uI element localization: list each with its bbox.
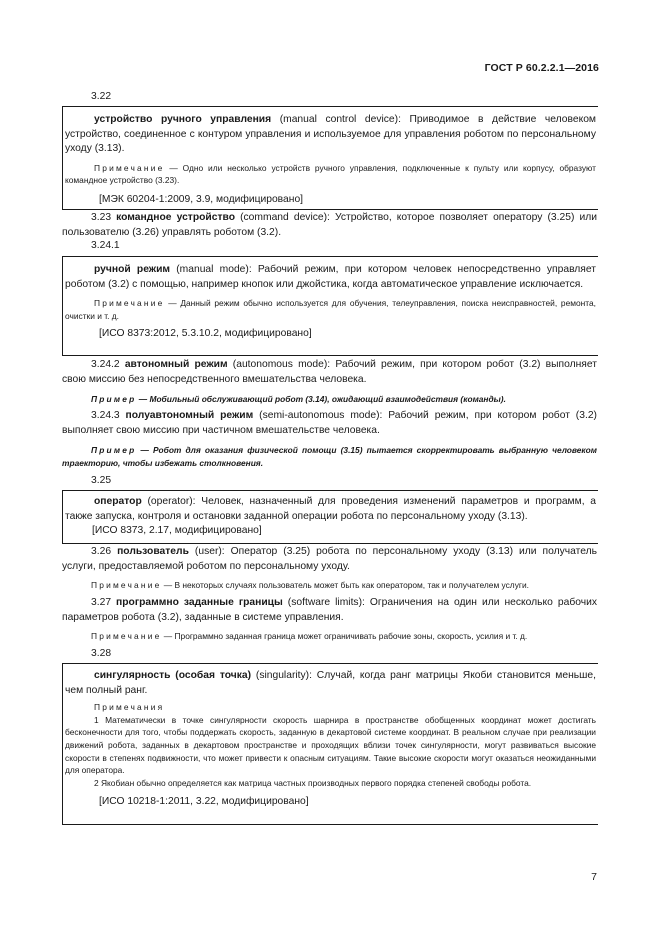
- notes-label-3-28: Примечания: [94, 702, 165, 713]
- term: сингулярность (особая точка): [94, 670, 252, 681]
- note-label: Примечание: [94, 162, 165, 173]
- term: устройство ручного управления: [94, 114, 272, 125]
- definition-text: (autonomous mode): Рабочий режим, при котором робот (3.2) выполняет свою миссию без непосредственного вмешательства человека.: [62, 359, 597, 385]
- note-text: — В некоторых случаях пользователь может быть как оператором, так и получателем услуги.: [161, 580, 529, 591]
- term: оператор: [94, 496, 142, 507]
- term: полуавтономный режим: [125, 410, 254, 421]
- section-number-3-24-2: 3.24.2: [91, 359, 125, 370]
- definition-3-27: [0, 596, 661, 643]
- note-2-3-28: 2 Якобиан обычно определяется как матрица частных производных первого порядка степеней свободы робота.: [94, 777, 532, 788]
- section-number-3-24-3: 3.24.3: [91, 410, 126, 421]
- example-label: Пример: [91, 445, 137, 456]
- definition-box-3-22: [62, 106, 598, 210]
- term: пользователь: [117, 546, 189, 557]
- note-3-26: [62, 579, 597, 592]
- definition-3-22: [65, 113, 596, 157]
- note-3-24-1: [65, 297, 596, 322]
- note-text: — Данный режим обычно используется для обучения, телеуправления, поиска неисправностей, ремонта, очистки и т. д.: [65, 298, 596, 321]
- section-number-3-26: 3.26: [91, 546, 118, 557]
- definition-3-24-2: [0, 358, 661, 406]
- definition-text: (operator): Человек, назначенный для проведения изменений параметров и программ, а также запуска, контроля и остановки заданной операции робота по персональному уходу (3.13).: [65, 496, 596, 522]
- note-text: — Программно заданная граница может ограничивать рабочие зоны, скорость, усилия и т. д.: [161, 631, 528, 642]
- example-3-24-2: [62, 393, 597, 406]
- definition-text: (command device): Устройство, которое позволяет оператору (3.25) или пользователю (3.26) управлять роботом (3.2).: [62, 212, 598, 238]
- reference-3-22: [МЭК 60204-1:2009, 3.9, модифицировано]: [99, 193, 304, 205]
- example-text: — Мобильный обслуживающий робот (3.14), ожидающий взаимодействия (команды).: [136, 394, 506, 405]
- section-number-3-23: 3.23: [91, 212, 117, 223]
- definition-3-24-3: [0, 409, 661, 469]
- definition-text: (semi-autonomous mode): Рабочий режим, при котором робот (3.2) выполняет свою миссию при частичном вмешательстве человека.: [62, 410, 597, 436]
- definition-text: (user): Оператор (3.25) робота по персональному уходу (3.13) или получатель услуги, предоставляемой роботом по персональному уходу.: [62, 546, 597, 572]
- section-number-3-25: 3.25: [91, 475, 112, 486]
- term: ручной режим: [94, 264, 171, 275]
- definition-3-24-1: [65, 263, 596, 292]
- definition-box-3-28: [62, 663, 598, 825]
- note-label: Примечание: [91, 580, 162, 591]
- note-label: Примечание: [91, 631, 162, 642]
- reference-3-28: [ИСО 10218-1:2011, 3.22, модифицировано]: [99, 796, 309, 808]
- term: командное устройство: [116, 212, 236, 223]
- section-number-3-28: 3.28: [91, 648, 112, 659]
- note-3-22: [65, 162, 596, 187]
- note-text: — Одно или несколько устройств ручного управления, подключенные к пульту или корпусу, образуют командное устройство (3.23).: [65, 162, 596, 186]
- definition-3-23: [0, 211, 661, 240]
- definition-box-3-24-1: [62, 256, 598, 356]
- term: программно заданные границы: [116, 597, 283, 608]
- section-number-3-24-1: 3.24.1: [91, 240, 120, 251]
- example-3-24-3: [62, 444, 597, 469]
- definition-3-25: [65, 495, 596, 524]
- section-number-3-22: 3.22: [91, 91, 112, 102]
- example-label: Пример: [91, 394, 137, 405]
- note-3-27: [62, 630, 597, 643]
- note-1-3-28: 1 Математически в точке сингулярности скорость шарнира в пространстве обобщенных координат может достигать бесконечности для того, чтобы поддержать скорость, заданную в декартовой системе координат. В реальном случае при реализации движений робота, заданных в декартовом пространстве и проходящих вблизи точек сингулярности, могут развиваться высокие скорости в степенях подвижности, что может привести к опасным ситуациям. Такие высокие скорости могут оказаться неожиданными для оператора.: [65, 714, 596, 776]
- section-number-3-27: 3.27: [91, 597, 117, 608]
- example-text: — Робот для оказания физической помощи (3.15) пытается скорректировать выбранную человеком траекторию, чтобы избежать столкновения.: [62, 445, 597, 468]
- reference-3-24-1: [ИСО 8373:2012, 5.3.10.2, модифицировано]: [99, 328, 312, 340]
- page-number: 7: [591, 871, 597, 883]
- definition-box-3-25: [62, 490, 598, 544]
- reference-3-25: [ИСО 8373, 2.17, модифицировано]: [92, 525, 262, 537]
- definition-text: (singularity): Случай, когда ранг матрицы Якоби становится меньше, чем полный ранг.: [65, 670, 596, 696]
- standard-header: ГОСТ Р 60.2.2.1—2016: [484, 62, 599, 74]
- definition-3-28: [65, 669, 596, 698]
- note-label: Примечание: [94, 298, 165, 309]
- definition-3-26: [0, 545, 661, 592]
- definition-text: (manual mode): Рабочий режим, при котором человек непосредственно управляет роботом (3.2) с помощью, например кнопок или джойстика, когда автоматическое управление исключается.: [65, 264, 596, 290]
- definition-text: (manual control device): Приводимое в действие человеком устройство, соединенное с контуром управления и используемое для управления роботом по персональному уходу (3.13).: [65, 114, 597, 155]
- term: автономный режим: [124, 359, 228, 370]
- definition-text: (software limits): Ограничения на один или несколько рабочих параметров робота (3.2), заданные в системе управления.: [62, 597, 597, 623]
